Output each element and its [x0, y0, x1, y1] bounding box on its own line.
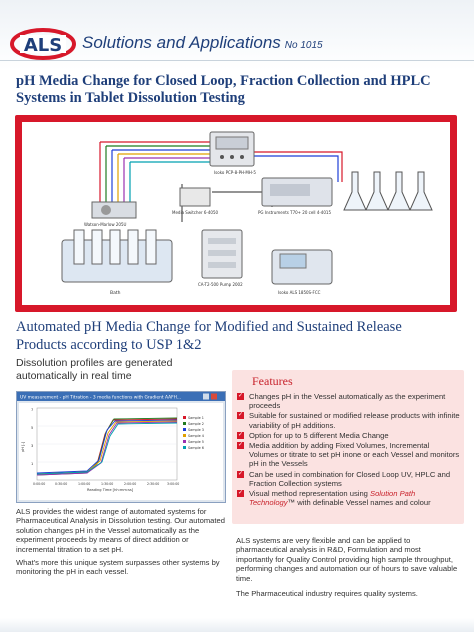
- y-tick: 7: [31, 408, 34, 412]
- left-body-text: [16, 507, 226, 581]
- checkbox-icon: ✓: [237, 490, 244, 497]
- feature-item: [236, 470, 460, 488]
- footer-band: [0, 618, 474, 632]
- dissolution-bath: [62, 230, 172, 296]
- checkbox-icon: ✓: [237, 431, 244, 438]
- x-tick: 1:00:00: [78, 482, 91, 486]
- feature-text: with definable Vessel names and colour: [295, 498, 431, 508]
- features-title: Features: [252, 374, 293, 388]
- feature-text: Option for up to 5 different Media Change: [249, 430, 389, 440]
- features-list: [236, 392, 460, 508]
- hub-label: Isoko PCP-8-PH-MH-5: [214, 170, 256, 175]
- feature-item: [236, 489, 460, 507]
- checkbox-icon: ✓: [237, 412, 244, 419]
- uv-spectrometer: [258, 178, 332, 215]
- hub-device: [210, 132, 256, 175]
- left-paragraph-1: ALS provides the widest range of automated systems for Pharmaceutical Analysis in Dissolution testing. Our automated solution changes pH in the Vessel automatically as the experiment proceeds by means of direct addition or incremental titration to a set pH.: [16, 507, 225, 554]
- right-paragraph-2: The Pharmaceutical industry requires quality systems.: [236, 589, 418, 599]
- screenshot-window-title: UV measurement - pH Titration - 3 media functions with Gradient AAFH...: [20, 395, 182, 401]
- y-tick: 1: [31, 462, 34, 466]
- media-switch: [172, 188, 219, 215]
- ca-pump-label: CA-T2-500 Pump 2002: [198, 282, 243, 287]
- pump-left-label: Watson-Marlow 205U: [84, 222, 127, 227]
- x-tick: 0:00:00: [33, 482, 46, 486]
- page-title: pH Media Change for Closed Loop, Fraction Collection and HPLC Systems in Tablet Dissolution Testing: [16, 73, 431, 106]
- profile-screenshot: [16, 391, 226, 503]
- series-title-line: [82, 33, 323, 53]
- x-tick: 0:30:00: [55, 482, 68, 486]
- screenshot-y-label: pH [-]: [21, 441, 25, 452]
- series-number: No 1015: [284, 40, 323, 51]
- right-body-text: [236, 536, 460, 604]
- solution-path-link[interactable]: Solution Path Technology: [249, 489, 416, 508]
- screenshot-close-button: [211, 394, 217, 400]
- legend-item: Sample 6: [188, 446, 204, 450]
- logo-text: ALS: [23, 35, 63, 56]
- legend-item: Sample 4: [188, 434, 204, 438]
- checkbox-icon: ✓: [237, 470, 244, 477]
- uv-label: PG Instruments T70+ 20 cell 4-4015: [258, 210, 331, 215]
- x-tick: 2:30:00: [147, 482, 160, 486]
- checkbox-icon: ✓: [237, 442, 244, 449]
- feature-item: [236, 411, 460, 429]
- legend-item: Sample 3: [188, 428, 204, 432]
- system-diagram: [22, 122, 450, 305]
- screenshot-minimize-button: [203, 394, 209, 400]
- trademark-symbol: ™: [287, 498, 296, 508]
- right-paragraph-1: ALS systems are very flexible and can be applied to pharmaceutical analysis in R&D, Formulation and most importantly for Quality Control providing high sample throughput, performing changes and automation our of hours to save valuable time.: [236, 536, 458, 583]
- feature-text: Changes pH in the Vessel automatically as the experiment proceeds: [249, 392, 446, 411]
- legend-item: Sample 5: [188, 440, 204, 444]
- als-logo: [10, 26, 76, 62]
- y-tick: 5: [31, 426, 34, 430]
- feature-text: Visual method representation using: [249, 489, 371, 499]
- series-title: Solutions and Applications: [82, 33, 281, 52]
- feature-item: [236, 392, 460, 410]
- fraction-label: Isoko ALS 1850S-FCC: [278, 290, 321, 295]
- feature-text: Media addition by adding Fixed Volumes, Incremental Volumes or titrate to set pH inone or each Vessel and monitors pH in the Vessels: [249, 441, 460, 469]
- dissolution-note: Dissolution profiles are generated automatically in real time: [16, 357, 173, 382]
- fraction-collector: [272, 250, 332, 295]
- section-subtitle: Automated pH Media Change for Modified and Sustained Release Products according to USP 1&2: [16, 319, 402, 353]
- legend-item: Sample 2: [188, 422, 204, 426]
- feature-text: Can be used in combination for Closed Loop UV, HPLC and Fraction Collection systems: [249, 469, 451, 488]
- y-tick: 3: [31, 444, 34, 448]
- ca-pump: [198, 230, 243, 287]
- feature-text: Suitable for sustained or modified release products with infinite variability of pH additions.: [249, 411, 460, 430]
- x-tick: 1:30:00: [101, 482, 114, 486]
- feature-item: [236, 441, 460, 469]
- pump-left: [84, 202, 136, 227]
- feature-item: [236, 431, 460, 440]
- media-switch-label: Media Switcher 6-4050: [172, 210, 219, 215]
- left-paragraph-2: What's more this unique system surpasses other systems by monitoring the pH in each vessel.: [16, 558, 220, 577]
- bath-label: Bath: [110, 291, 121, 296]
- legend-item: Sample 1: [188, 416, 204, 420]
- fraction-flasks: [344, 172, 432, 210]
- checkbox-icon: ✓: [237, 393, 244, 399]
- x-tick: 2:00:00: [124, 482, 137, 486]
- screenshot-x-label: Reading Time [hh:mm:ss]: [87, 488, 134, 492]
- x-tick: 3:00:00: [167, 482, 180, 486]
